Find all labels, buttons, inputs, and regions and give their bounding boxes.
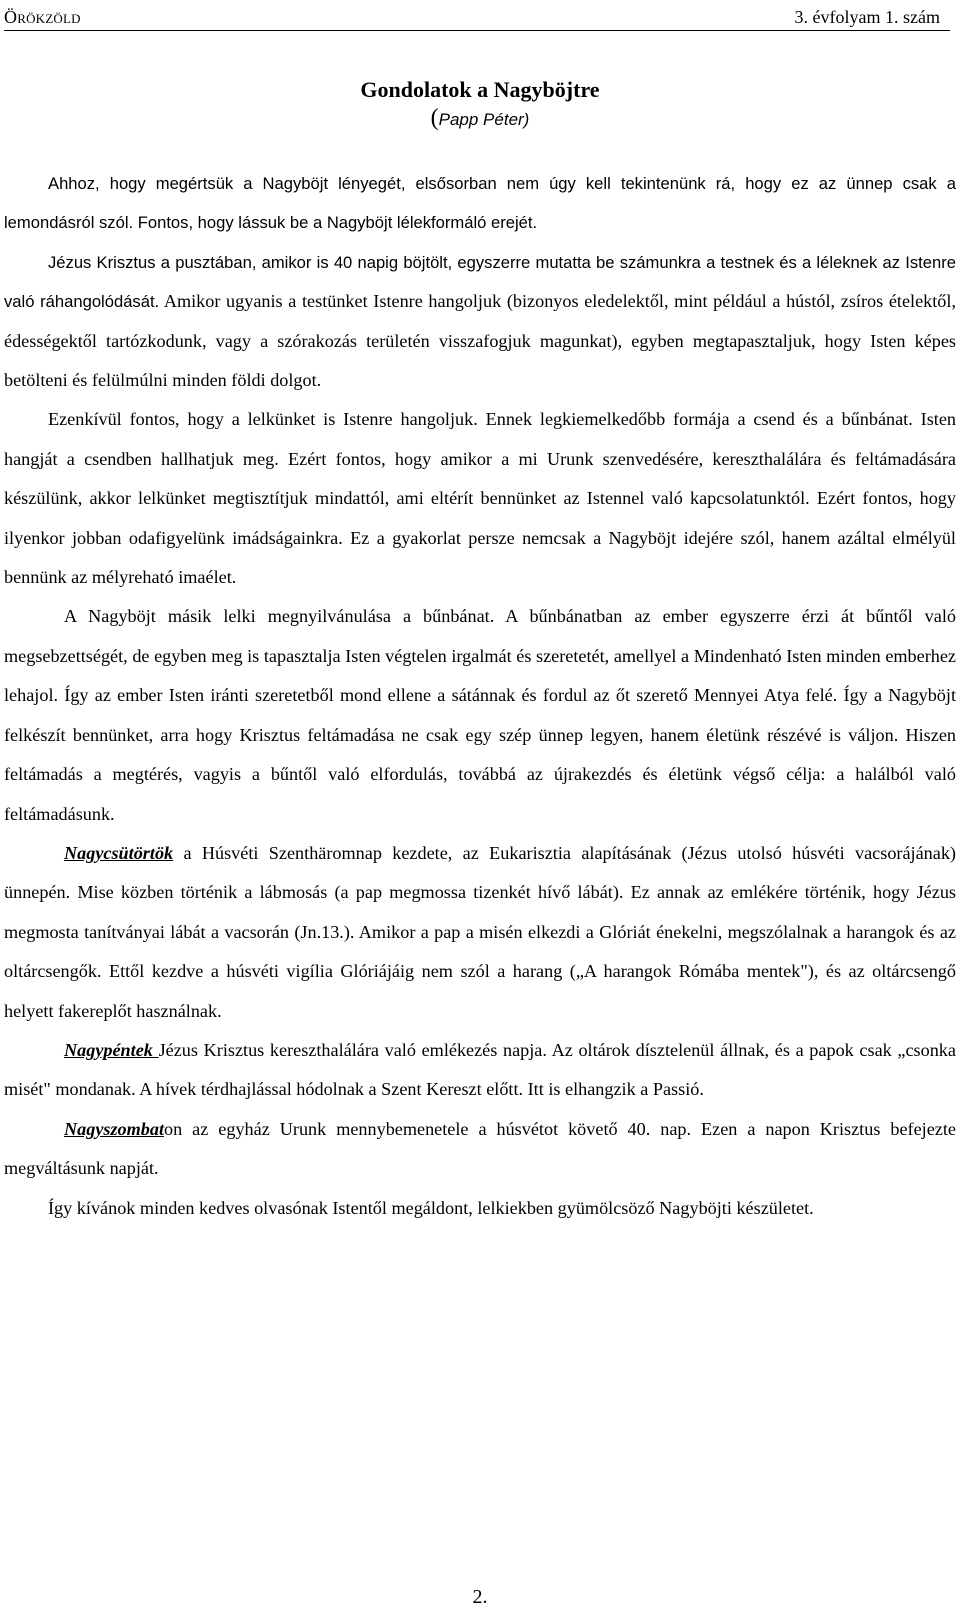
keyword-nagyszombat: Nagyszombat xyxy=(64,1118,165,1139)
issue-info: 3. évfolyam 1. szám xyxy=(794,7,940,27)
keyword-nagypentek: Nagypéntek xyxy=(64,1039,159,1060)
paragraph-2-serif-part: Amikor ugyanis a testünket Istenre hangoljuk (bizonyos eledelektől, mint például a hústól, zsíros ételektől, édességektől tartózkodunk, vagy a szórakozás területén visszafogjuk magunkat), egyben megtapasztaljuk, hogy Isten képes betölteni és felülmúlni minden földi dolgot. xyxy=(4,291,956,391)
keyword-nagycsutortok: Nagycsütörtök xyxy=(64,842,174,863)
paragraph-6 xyxy=(4,1031,956,1110)
publication-name: Örökzöld xyxy=(4,7,81,27)
paragraph-6-text: Jézus Krisztus kereszthalálára való emlékezés napja. Az oltárok dísztelenül állnak, és a papok csak „csonka misét" mondanak. A hívek térdhajlással hódolnak a Szent Kereszt előtt. Itt is elhangzik a Passió. xyxy=(4,1039,956,1100)
paragraph-1: Ahhoz, hogy megértsük a Nagyböjt lényegét, elsősorban nem úgy kell tekintenünk rá, hogy ez az ünnep csak a lemondásról szól. Fontos, hogy lássuk be a Nagyböjt lélekformáló erejét. xyxy=(4,174,956,233)
article-author xyxy=(0,104,960,134)
paragraph-4: A Nagyböjt másik lelki megnyilvánulása a bűnbánat. A bűnbánatban az ember egyszerre érzi át bűntől való megsebzettségét, de egyben meg is tapasztalja Isten végtelen irgalmát és szeretetét, amellyel a Mindenható Isten minden emberhez lehajol. Így az ember Isten iránti szeretetből mond ellene a sátánnak és fordul az őt szerető Mennyei Atya felé. Így a Nagyböjt felkészít bennünket, arra hogy Krisztus feltámadása ne csak egy szép ünnep legyen, hanem életünk részévé is váljon. Hiszen feltámadás a megtérés, vagyis a bűntől való elfordulás, továbbá az újrakezdés és életünk végső célja: a halálból való feltámadásunk. xyxy=(4,606,956,824)
paragraph-2 xyxy=(4,243,956,401)
paragraph-7 xyxy=(4,1110,956,1189)
article-title: Gondolatok a Nagyböjtre xyxy=(360,77,600,102)
paragraph-5 xyxy=(4,834,956,1031)
paragraph-8: Így kívánok minden kedves olvasónak Istentől megáldont, lelkiekben gyümölcsöző Nagyböjti készületet. xyxy=(48,1197,814,1218)
article-body xyxy=(4,164,956,1228)
paragraph-5-text: a Húsvéti Szenthäromnap kezdete, az Eukarisztia alapításának (Jézus utolsó húsvéti vacsorájának) ünnepén. Mise közben történik a lábmosás (a pap megmossa tizenkét hívő lábát). Ez annak az emlékére történik, hogy Jézus megmosta tanítványai lábát a vacsorán (Jn.13.). Amikor a pap a misén elkezdi a Glóriát énekelni, megszólalnak a harangok és az oltárcsengők. Ettől kezdve a húsvéti vigília Glóriájáig nem szól a harang („A harangok Rómába mentek"), és az oltárcsengő helyett fakereplőt használnak. xyxy=(4,842,956,1021)
author-name: Papp Péter) xyxy=(438,110,530,129)
page-header xyxy=(4,4,950,31)
paragraph-2-sans-part: Jézus Krisztus a pusztában, amikor is 40 napig böjtölt, egyszerre mutatta be számunkra a testnek és a léleknek az Istenre való ráhangolódását. xyxy=(4,252,956,312)
paragraph-7-text: on az egyház Urunk mennybemenetele a húsvétot követő 40. nap. Ezen a napon Krisztus befejezte megváltásunk napját. xyxy=(4,1118,956,1179)
author-open-paren: ( xyxy=(430,105,439,131)
page-number: 2. xyxy=(472,1586,488,1608)
paragraph-3: Ezenkívül fontos, hogy a lelkünket is Istenre hangoljuk. Ennek legkiemelkedőbb formája a csend és a bűnbánat. Isten hangját a csendben hallhatjuk meg. Ezért fontos, hogy amikor a mi Urunk szenvedésére, kereszthalálára és feltámadására készülünk, akkor lelkünket megtisztítjuk mindattól, ami eltérít bennünket az Istennel való kapcsolatunktól. Ezért fontos, hogy ilyenkor jobban odafigyelünk imádságainkra. Ez a gyakorlat persze nemcsak a Nagyböjt idejére szól, hanem azáltal elmélyül bennünk az mélyreható imaélet. xyxy=(4,409,956,588)
